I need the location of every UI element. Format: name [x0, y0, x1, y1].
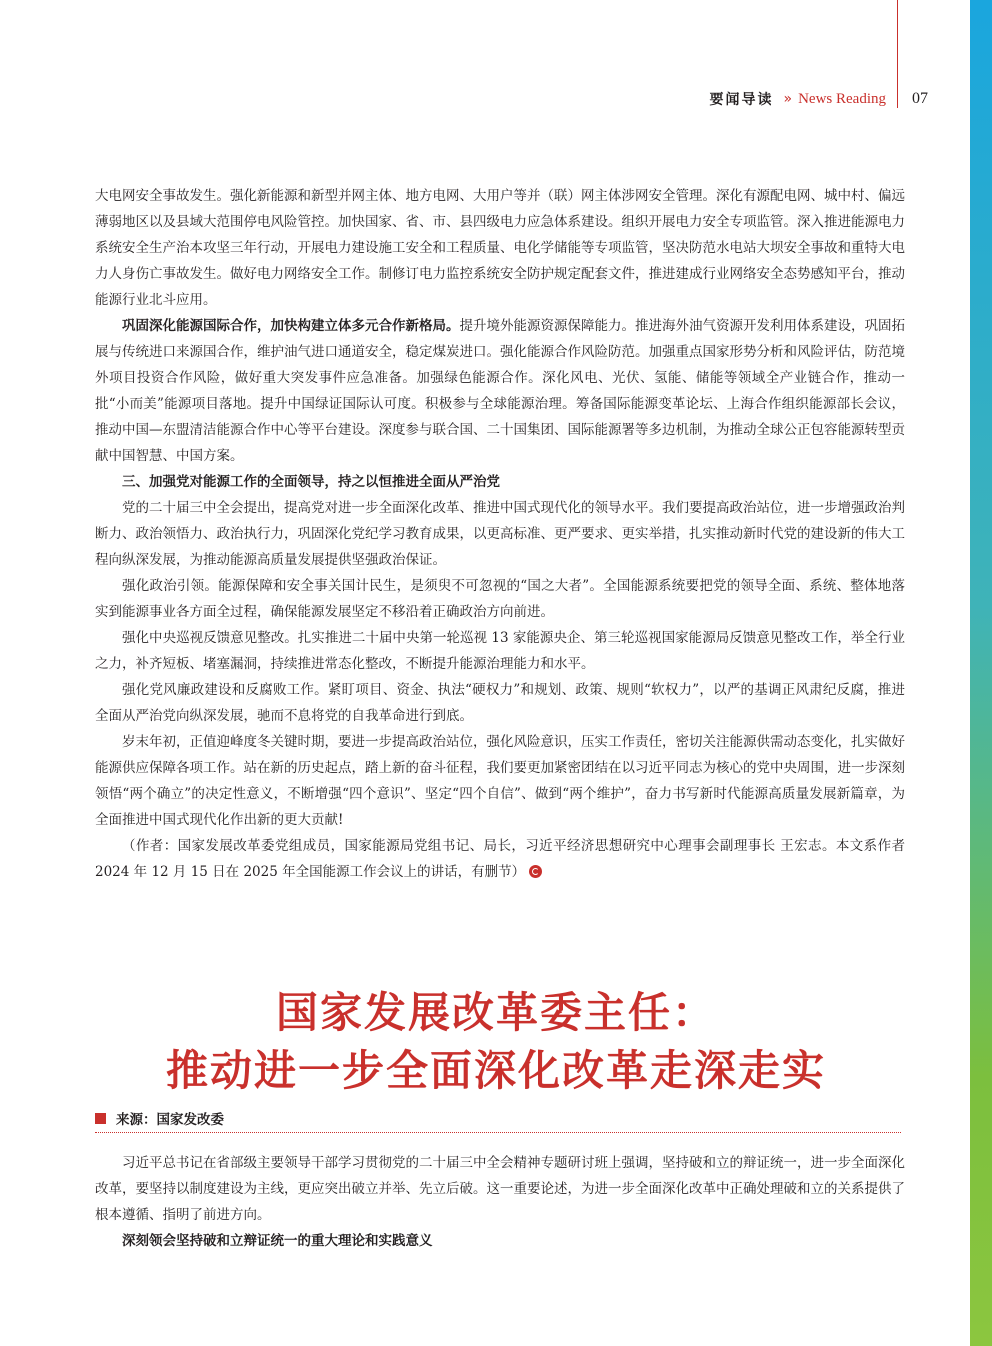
- source-text: 来源：国家发改委: [116, 1112, 224, 1128]
- article-continued: [95, 183, 905, 885]
- author-note-text: （作者：国家发展改革委党组成员，国家能源局党组书记、局长，习近平经济思想研究中心理事会副理事长 王宏志。本文系作者 2024 年 12 月 15 日在 2025 年全国能源工作会议上的讲话，有删节）: [95, 838, 905, 880]
- article-body: [95, 1150, 905, 1254]
- section-heading: 深刻领会坚持破和立辩证统一的重大理论和实践意义: [122, 1233, 433, 1249]
- page-header: [710, 88, 928, 110]
- side-color-bar: [970, 0, 992, 1346]
- paragraph: 岁末年初，正值迎峰度冬关键时期，要进一步提高政治站位，强化风险意识，压实工作责任，密切关注能源供需动态变化，扎实做好能源供应保障各项工作。站在新的历史起点，踏上新的奋斗征程，我们要更加紧密团结在以习近平同志为核心的党中央周围，进一步深刻领悟“两个确立”的决定性意义，不断增强“四个意识”、坚定“四个自信”、做到“两个维护”，奋力书写新时代能源高质量发展新篇章，为全面推进中国式现代化作出新的更大贡献!: [95, 734, 905, 828]
- section-title-en: News Reading: [798, 90, 886, 107]
- paragraph: 习近平总书记在省部级主要领导干部学习贯彻党的二十届三中全会精神专题研讨班上强调，坚持破和立的辩证统一，进一步全面深化改革，要坚持以制度建设为主线，更应突出破立并举、先立后破。这一重要论述，为进一步全面深化改革中正确处理破和立的关系提供了根本遵循、指明了前进方向。: [95, 1155, 905, 1223]
- article-title: [0, 984, 992, 1100]
- paragraph: 党的二十届三中全会提出，提高党对进一步全面深化改革、推进中国式现代化的领导水平。我们要提高政治站位，进一步增强政治判断力、政治领悟力、政治执行力，巩固深化党纪学习教育成果，以更高标准、更严要求、更实举措，扎实推动新时代党的建设新的伟大工程向纵深发展，为推动能源高质量发展提供坚强政治保证。: [95, 500, 905, 568]
- title-line: 国家发展改革委主任：: [275, 988, 716, 1037]
- page-number: 07: [912, 90, 928, 107]
- paragraph: 强化党风廉政建设和反腐败工作。紧盯项目、资金、执法“硬权力”和规划、政策、规则“软权力”，以严的基调正风肃纪反腐，推进全面从严治党向纵深发展，驰而不息将党的自我革命进行到底。: [95, 682, 905, 724]
- paragraph: 大电网安全事故发生。强化新能源和新型并网主体、地方电网、大用户等并（联）网主体涉网安全管理。深化有源配电网、城中村、偏远薄弱地区以及县域大范围停电风险管控。加快国家、省、市、县四级电力应急体系建设。组织开展电力安全专项监管。深入推进能源电力系统安全生产治本攻坚三年行动，开展电力建设施工安全和工程质量、电化学储能等专项监管，坚决防范水电站大坝安全事故和重特大电力人身伤亡事故发生。做好电力网络安全工作。制修订电力监控系统安全防护规定配套文件，推进建成行业网络安全态势感知平台，推动能源行业北斗应用。: [95, 188, 905, 308]
- title-line: 推动进一步全面深化改革走深走实: [165, 1046, 826, 1095]
- chevron-double-right-icon: »: [783, 91, 793, 107]
- source-line: [95, 1107, 901, 1133]
- paragraph-body: 提升境外能源资源保障能力。推进海外油气资源开发利用体系建设，巩固拓展与传统进口来源国合作，维护油气进口通道安全，稳定煤炭进口。强化能源合作风险防范。加强重点国家形势分析和风险评估，防范境外项目投资合作风险，做好重大突发事件应急准备。加强绿色能源合作。深化风电、光伏、氢能、储能等领域全产业链合作，推动一批“小而美”能源项目落地。提升中国绿证国际认可度。积极参与全球能源治理。筹备国际能源变革论坛、上海合作组织能源部长会议，推动中国—东盟清洁能源合作中心等平台建设。深度参与联合国、二十国集团、国际能源署等多边机制，为推动全球公正包容能源转型贡献中国智慧、中国方案。: [95, 318, 905, 464]
- paragraph-lead: 巩固深化能源国际合作，加快构建立体多元合作新格局。: [122, 318, 460, 334]
- paragraph: [95, 313, 905, 469]
- paragraph: 强化中央巡视反馈意见整改。扎实推进二十届中央第一轮巡视 13 家能源央企、第三轮巡视国家能源局反馈意见整改工作，举全行业之力，补齐短板、堵塞漏洞，持续推进常态化整改，不断提升能源治理能力和水平。: [95, 630, 905, 672]
- section-heading: 三、加强党对能源工作的全面领导，持之以恒推进全面从严治党: [122, 474, 500, 490]
- square-bullet-icon: [95, 1113, 106, 1124]
- end-mark-icon: [529, 865, 542, 878]
- section-title: 要闻导读: [709, 92, 774, 108]
- paragraph: 强化政治引领。能源保障和安全事关国计民生，是须臾不可忽视的“国之大者”。全国能源系统要把党的领导全面、系统、整体地落实到能源事业各方面全过程，确保能源发展坚定不移沿着正确政治方向前进。: [95, 578, 905, 620]
- author-note: [95, 833, 905, 885]
